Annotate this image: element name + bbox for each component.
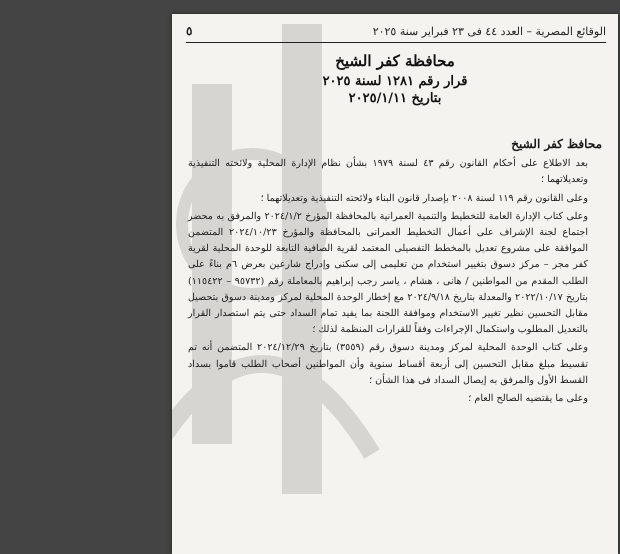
gazette-header [186, 24, 606, 43]
paragraph: وعلى القانون رقم ١١٩ لسنة ٢٠٠٨ بإصدار قانون البناء ولائحته التنفيذية وتعديلاتهما ؛ [260, 192, 588, 204]
issuing-authority: محافظ كفر الشيخ [511, 137, 602, 151]
document-page [172, 14, 618, 554]
paragraph: وعلى كتاب الإدارة العامة للتخطيط والتنمية العمرانية بالمحافظة المؤرخ ٢٠٢٤/١/٢ والمرفق به محضر اجتماع لجنة الإشراف على أعمال التخطيط العمرانى بالمحافظة والمؤرخ ٢٠٢٤/١٠/٢٣ المتضمن الموافقة على مشروع تعديل بالمخطط التفصيلى المعتمد لقرية الصافية التابعة للوحدة المحلية لقرية كفر مجر – مركز دسوق بتغيير استخدام من تعليمى إلى سكنى وإدراج شارعين بعرض ٦م بناءً على الطلب المقدم من المواطنين / هانى ، هشام ، ياسر رجب إبراهيم بالمعاملة رقم (٩٥٧٣٢ – ١١٥٤٢٢) بتاريخ ٢٠٢٢/١٠/١٧ والمعدلة بتاريخ ٢٠٢٤/٩/١٨ مع إخطار الوحدة المحلية لمركز ومدينة دسوق بتحصيل مقابل التحسين نظير تغيير الاستخدام وموافقة اللجنة بما يفيد تمام السداد حتى يتم استصدار القرار بالتعديل المطلوب واستكمال الإجراءات وفقاً للقرارات المنظمة لذلك ؛ [188, 210, 589, 336]
decree-titles [172, 52, 618, 106]
governorate-title: محافظة كفر الشيخ [335, 52, 455, 70]
page-number: ٥ [186, 24, 193, 38]
gazette-line: الوقائع المصرية – العدد ٤٤ فى ٢٣ فبراير سنة ٢٠٢٥ [372, 24, 606, 38]
decree-number: قرار رقم ١٢٨١ لسنة ٢٠٢٥ [322, 74, 468, 89]
paragraph: بعد الاطلاع على أحكام القانون رقم ٤٣ لسنة ١٩٧٩ بشأن نظام الإدارة المحلية ولائحته التنفيذية وتعديلاتهما ؛ [188, 158, 589, 186]
decree-body [188, 136, 602, 409]
paragraph: وعلى ما يقتضيه الصالح العام ؛ [468, 393, 588, 405]
decree-date: بتاريخ ٢٠٢٥/١/١١ [348, 91, 442, 106]
paragraph: وعلى كتاب الوحدة المحلية لمركز ومدينة دسوق رقم (٣٥٥٩) بتاريخ ٢٠٢٤/١٢/٢٩ المتضمن أنه تم تقسيط مبلغ مقابل التحسين إلى أربعة أقساط سنوية وأن المواطنين أصحاب الطلب قاموا بسداد القسط الأول والمرفق به إيصال السداد فى هذا الشأن ؛ [188, 342, 589, 386]
